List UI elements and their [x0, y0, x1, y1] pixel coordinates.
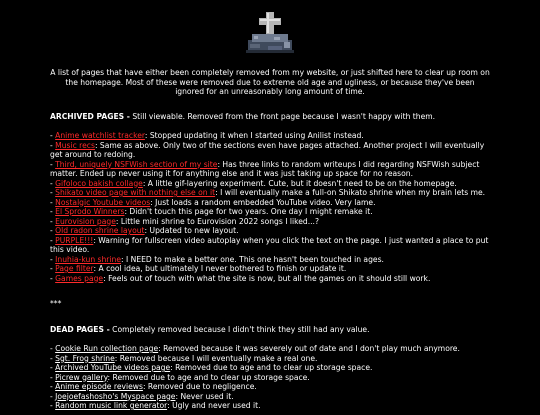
archived-link[interactable]: Nostalgic Youtube videos: [55, 197, 151, 207]
item-description: : Removed due to negligence.: [142, 382, 257, 391]
dead-title: DEAD PAGES -: [50, 324, 110, 334]
list-item: - El Sprodo Winners: Didn't touch this page for two years. One day I might remake it.: [50, 207, 373, 216]
archived-link[interactable]: Shikato video page with nothing else on it: [55, 188, 216, 197]
list-item: - Sgt. Frog shrine: Removed because I will eventually make a real one.: [50, 353, 318, 363]
list-item: - Archived YouTube videos page: Removed due to age and to clear up storage space.: [50, 363, 373, 372]
item-description: : Stopped updating it when I started using Anilist instead.: [144, 131, 364, 140]
archived-link[interactable]: Inuhia-kun shrine: [55, 254, 122, 264]
list-item: - Third, uniquely NSFWish section of my site: Has three links to random writeups I did regarding NSFWish subject matter. Ended up never using it for anything else and it was just taking up space for no reason.: [50, 159, 480, 178]
dead-link[interactable]: Picrew gallery: [55, 372, 108, 382]
archived-link[interactable]: Gifoloco bakish collage: [55, 178, 143, 188]
list-item: - Nostalgic Youtube videos: Just loads a random embedded YouTube video. Very lame.: [50, 197, 376, 207]
item-description: : Just loads a random embedded YouTube video. Very lame.: [150, 197, 376, 207]
dead-heading: [50, 325, 490, 335]
dead-link[interactable]: Archived YouTube videos page: [55, 363, 171, 372]
list-item: - Anime episode reviews: Removed due to negligence.: [50, 382, 257, 391]
list-item: - Cookie Run collection page: Removed because it was severely out of date and I don't play much anymore.: [50, 344, 460, 353]
item-description: : Little mini shrine to Eurovision 2022 songs I liked...?: [115, 216, 319, 226]
section-separator: ***: [50, 299, 62, 308]
list-item: - PURPLE!!!: Warning for fullscreen video autoplay when you click the text on the page. I just wanted a place to put this video.: [50, 235, 489, 254]
archived-description: Still viewable. Removed from the front page because I wasn't happy with them.: [129, 111, 436, 121]
list-item: - Old radon shrine layout: Updated to new layout.: [50, 226, 239, 235]
list-item: - Picrew gallery: Removed due to age and to clear up storage space.: [50, 372, 310, 382]
list-item: - Random music link generator: Ugly and never used it.: [50, 401, 261, 410]
archived-heading: [50, 112, 490, 122]
list-item: - Joejoefashosho's Myspace page: Never used it.: [50, 391, 234, 401]
dead-link[interactable]: Sgt. Frog shrine: [55, 353, 115, 363]
list-item: - Page filter: A cool idea, but ultimately I never bothered to finish or update it.: [50, 264, 347, 273]
gravestone-cross-image: [244, 10, 296, 54]
item-description: : Feels out of touch with what the site is now, but all the games on it should still work.: [103, 273, 431, 283]
archived-link[interactable]: Page filter: [55, 264, 94, 273]
list-item: - Inuhia-kun shrine: I NEED to make a better one. This one hasn't been touched in ages.: [50, 254, 384, 264]
archived-title: ARCHIVED PAGES -: [50, 111, 130, 121]
dead-link[interactable]: Anime episode reviews: [55, 382, 143, 391]
item-description: : Ugly and never used it.: [167, 401, 261, 410]
list-item: - Eurovision page: Little mini shrine to Eurovision 2022 songs I liked...?: [50, 216, 319, 226]
item-description: : A little gif-layering experiment. Cute, but it doesn't need to be on the homepage.: [142, 178, 457, 188]
dead-list: [50, 344, 490, 411]
archived-list: [50, 131, 490, 283]
item-description: : Has three links to random writeups I did regarding NSFWish subject matter. Ended up never using it for anything else and it was just taking up space for no reason.: [50, 159, 480, 178]
archived-link[interactable]: PURPLE!!!: [55, 235, 94, 245]
item-description: : I will eventually make a full-on Shikato shrine when my brain lets me.: [215, 188, 486, 197]
list-item: - Gifoloco bakish collage: A little gif-layering experiment. Cute, but it doesn't need to be on the homepage.: [50, 178, 457, 188]
archived-link[interactable]: Old radon shrine layout: [55, 226, 145, 235]
page-content: [50, 10, 490, 411]
archived-link[interactable]: Anime watchlist tracker: [55, 131, 145, 140]
item-description: : I NEED to make a better one. This one hasn't been touched in ages.: [121, 254, 384, 264]
item-description: : Removed because it was severely out of date and I don't play much anymore.: [158, 344, 460, 353]
dead-link[interactable]: Joejoefashosho's Myspace page: [55, 391, 176, 401]
list-item: - Anime watchlist tracker: Stopped updating it when I started using Anilist instead.: [50, 131, 364, 140]
intro-text: A list of pages that have either been completely removed from my website, or just shifted here to clear up room on the homepage. Most of these were removed due to extreme old age and ugliness, or because they've been ignored for an unreasonably long amount of time.: [50, 68, 490, 96]
item-description: : Never used it.: [175, 391, 234, 401]
list-item: - Music recs: Same as above. Only two of the sections even have pages attached. Another project I will eventually get around to redoing.: [50, 140, 485, 159]
item-description: : Removed because I will eventually make a real one.: [114, 353, 318, 363]
archived-link[interactable]: Third, uniquely NSFWish section of my site: [55, 159, 218, 169]
item-description: : A cool idea, but ultimately I never bothered to finish or update it.: [93, 264, 347, 273]
item-description: : Removed due to age and to clear up storage space.: [170, 363, 373, 372]
dead-description: Completely removed because I didn't think they still had any value.: [109, 324, 370, 334]
list-item: - Games page: Feels out of touch with what the site is now, but all the games on it should still work.: [50, 273, 431, 283]
item-description: : Removed due to age and to clear up storage space.: [107, 372, 310, 382]
archived-link[interactable]: Music recs: [55, 140, 95, 150]
dead-link[interactable]: Random music link generator: [55, 401, 168, 410]
archived-link[interactable]: El Sprodo Winners: [55, 207, 125, 216]
archived-link[interactable]: Games page: [55, 273, 104, 283]
list-item: - Shikato video page with nothing else on it: I will eventually make a full-on Shikato shrine when my brain lets me.: [50, 188, 486, 197]
item-description: : Updated to new layout.: [144, 226, 239, 235]
dead-link[interactable]: Cookie Run collection page: [55, 344, 159, 353]
item-description: : Same as above. Only two of the sections even have pages attached. Another project I will eventually get around to redoing.: [50, 140, 485, 159]
item-description: : Warning for fullscreen video autoplay when you click the text on the page. I just wanted a place to put this video.: [50, 235, 489, 254]
item-description: : Didn't touch this page for two years. One day I might remake it.: [124, 207, 373, 216]
archived-link[interactable]: Eurovision page: [55, 216, 116, 226]
